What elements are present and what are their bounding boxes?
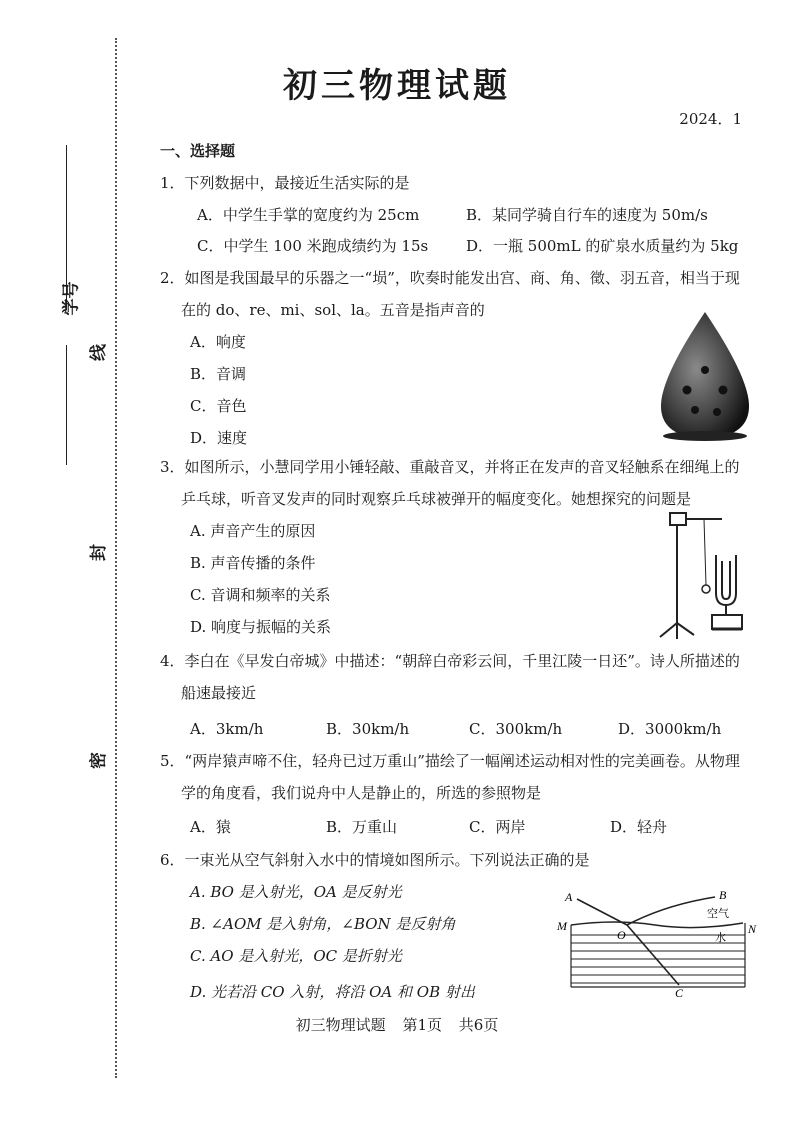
- option-2d[interactable]: D．速度: [190, 429, 248, 447]
- question-stem: 一束光从空气斜射入水中的情境如图所示。下列说法正确的是: [184, 851, 590, 869]
- question-stem: 如图是我国最早的乐器之一“埙”，吹奏时能发出宫、商、角、徵、羽五音，相当于现: [184, 269, 740, 287]
- option-1b[interactable]: B．某同学骑自行车的速度为 50m/s: [466, 206, 708, 224]
- option-6c[interactable]: C. AO 是入射光，OC 是折射光: [190, 947, 402, 965]
- question-5-line-2: 学的角度看，我们说舟中人是静止的，所选的参照物是: [181, 784, 542, 802]
- question-stem: 下列数据中，最接近生活实际的是: [184, 174, 410, 192]
- label-c: C: [675, 986, 684, 1000]
- line-char: 线: [89, 344, 109, 361]
- question-4-line-2: 船速最接近: [181, 684, 257, 702]
- option-2c[interactable]: C．音色: [190, 397, 247, 415]
- binding-dotted-line: [115, 38, 117, 1078]
- refraction-figure: [555, 885, 760, 1000]
- footer-page: 第1页: [402, 1016, 442, 1034]
- seal-char: 封: [89, 544, 109, 561]
- page-footer: [0, 1014, 794, 1035]
- option-1d[interactable]: D．一瓶 500mL 的矿泉水质量约为 5kg: [466, 237, 739, 255]
- option-5c[interactable]: C．两岸: [469, 818, 526, 836]
- option-1a[interactable]: A．中学生手掌的宽度约为 25cm: [197, 206, 420, 224]
- tuning-fork-figure: [652, 505, 762, 643]
- question-2-line-1: [160, 268, 740, 288]
- option-3a[interactable]: A. 声音产生的原因: [190, 522, 316, 540]
- footer-total: 共6页: [458, 1016, 499, 1034]
- question-stem: 李白在《早发白帝城》中描述：“朝辞白帝彩云间，千里江陵一日还”。诗人所描述的: [184, 652, 740, 670]
- question-number: 3．: [160, 458, 185, 476]
- option-3b[interactable]: B. 声音传播的条件: [190, 554, 316, 572]
- question-number: 1．: [160, 174, 185, 192]
- secret-char: 密: [89, 752, 109, 769]
- question-1: [160, 173, 410, 193]
- option-5a[interactable]: A．猿: [190, 818, 231, 836]
- option-4c[interactable]: C．300km/h: [469, 720, 563, 738]
- section-heading: 一、选择题: [160, 142, 236, 160]
- question-4-line-1: [160, 651, 740, 671]
- question-5-line-1: [160, 751, 740, 771]
- option-3d[interactable]: D. 响度与振幅的关系: [190, 618, 332, 636]
- question-number: 5．: [160, 752, 185, 770]
- question-number: 4．: [160, 652, 185, 670]
- question-6: [160, 850, 590, 870]
- binding-blank: [66, 345, 67, 465]
- option-2a[interactable]: A．响度: [190, 333, 246, 351]
- label-air: 空气: [707, 907, 729, 920]
- student-id-label: 学号: [61, 281, 82, 316]
- label-b: B: [719, 888, 727, 902]
- option-1c[interactable]: C．中学生 100 米跑成绩约为 15s: [197, 237, 429, 255]
- exam-date: 2024．1: [679, 110, 742, 128]
- option-6a[interactable]: A. BO 是入射光，OA 是反射光: [190, 883, 402, 901]
- footer-subject: 初三物理试题: [295, 1016, 386, 1034]
- option-5d[interactable]: D．轻舟: [610, 818, 668, 836]
- option-3c[interactable]: C. 音调和频率的关系: [190, 586, 331, 604]
- option-2b[interactable]: B．音调: [190, 365, 247, 383]
- label-m: M: [557, 919, 567, 933]
- option-6d[interactable]: D. 光若沿 CO 入射，将沿 OA 和 OB 射出: [190, 983, 475, 1001]
- question-stem: 如图所示，小慧同学用小锤轻敲、重敲音叉，并将正在发声的音叉轻触系在细绳上的: [184, 458, 740, 476]
- xun-instrument-figure: [655, 308, 755, 442]
- question-stem: “两岸猿声啼不住，轻舟已过万重山”描绘了一幅阐述运动相对性的完美画卷。从物理: [184, 752, 740, 770]
- option-6b[interactable]: B. ∠AOM 是入射角，∠BON 是反射角: [190, 915, 456, 933]
- question-2-line-2: 在的 do、re、mi、sol、la。五音是指声音的: [181, 301, 485, 319]
- label-o: O: [617, 928, 626, 942]
- label-water: 水: [715, 931, 726, 944]
- label-a: A: [565, 890, 573, 904]
- option-4b[interactable]: B．30km/h: [326, 720, 410, 738]
- page-title: 初三物理试题: [283, 66, 511, 106]
- question-3-line-2: 乒乓球，听音叉发声的同时观察乒乓球被弹开的幅度变化。她想探究的问题是: [181, 490, 692, 508]
- question-number: 6．: [160, 851, 185, 869]
- option-4a[interactable]: A．3km/h: [190, 720, 264, 738]
- label-n: N: [748, 922, 757, 936]
- option-4d[interactable]: D．3000km/h: [618, 720, 722, 738]
- option-5b[interactable]: B．万重山: [326, 818, 398, 836]
- question-3-line-1: [160, 457, 740, 477]
- question-number: 2．: [160, 269, 185, 287]
